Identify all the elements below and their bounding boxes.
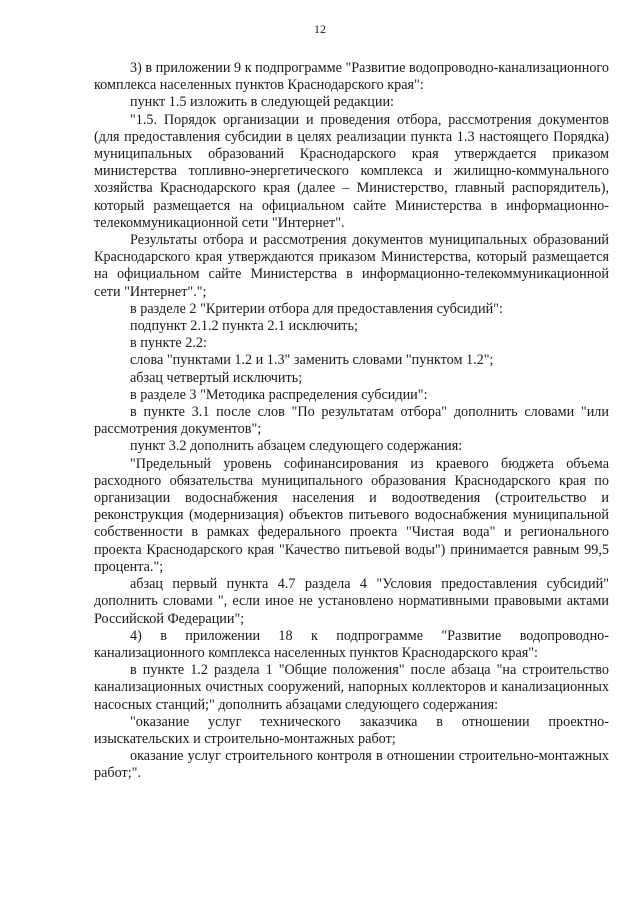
paragraph: пункт 3.2 дополнить абзацем следующего содержания:: [130, 438, 463, 455]
paragraph: 4) в приложении 18 к подпрограмме "Развитие водопроводно-канализационного комплекса населенных пунктов Краснодарского края":: [94, 627, 609, 661]
paragraph: абзац первый пункта 4.7 раздела 4 "Условия предоставления субсидий" дополнить словами ", если иное не установлено нормативными правовыми актами Российской Федерации";: [94, 576, 609, 627]
paragraph: в пункте 2.2:: [130, 335, 207, 352]
paragraph: пункт 1.5 изложить в следующей редакции:: [130, 94, 394, 111]
paragraph: подпункт 2.1.2 пункта 2.1 исключить;: [130, 318, 358, 335]
paragraph: "оказание услуг технического заказчика в отношении проектно-изыскательских и строительно-монтажных работ;: [94, 713, 609, 747]
paragraph: слова "пунктами 1.2 и 1.3" заменить словами "пунктом 1.2";: [130, 352, 494, 369]
paragraph: "Предельный уровень софинансирования из краевого бюджета объема расходного обязательства муниципального образования Краснодарского края по организации водоснабжения населения и водоотведения (строительство и реконструкция (модернизация) объектов питьевого водоснабжения муниципальной собственности в рамках федерального проекта "Чистая вода" и регионального проекта Краснодарского края "Качество питьевой воды") принимается равным 99,5 процента.";: [94, 455, 609, 575]
paragraph: оказание услуг строительного контроля в отношении строительно-монтажных работ;".: [94, 748, 609, 782]
document-body: [94, 60, 609, 783]
paragraph: "1.5. Порядок организации и проведения отбора, рассмотрения документов (для предоставления субсидии в целях реализации пункта 1.3 настоящего Порядка) муниципальных образований Краснодарского края утверждается приказом министерства топливно-энергетического комплекса и жилищно-коммунального хозяйства Краснодарского края (далее – Министерство, главный распорядитель), который размещается на официальном сайте Министерства в информационно-телекоммуникационной сети "Интернет".: [94, 111, 609, 231]
paragraph: 3) в приложении 9 к подпрограмме "Развитие водопроводно-канализационного комплекса населенных пунктов Краснодарского края":: [94, 60, 609, 94]
paragraph: в разделе 3 "Методика распределения субсидии":: [130, 386, 428, 403]
paragraph: Результаты отбора и рассмотрения документов муниципальных образований Краснодарского края утверждаются приказом Министерства, который размещается на официальном сайте Министерства в информационно-телекоммуникационной сети "Интернет".";: [94, 232, 609, 300]
paragraph: в пункте 1.2 раздела 1 "Общие положения" после абзаца "на строительство канализационных очистных сооружений, напорных коллекторов и канализационных насосных станций;" дополнить абзацами следующего содержания:: [94, 662, 609, 713]
paragraph: в пункте 3.1 после слов "По результатам отбора" дополнить словами "или рассмотрения документов";: [94, 404, 609, 438]
paragraph: в разделе 2 "Критерии отбора для предоставления субсидий":: [130, 300, 503, 317]
page-number: 12: [314, 22, 326, 36]
paragraph: абзац четвертый исключить;: [130, 369, 303, 386]
